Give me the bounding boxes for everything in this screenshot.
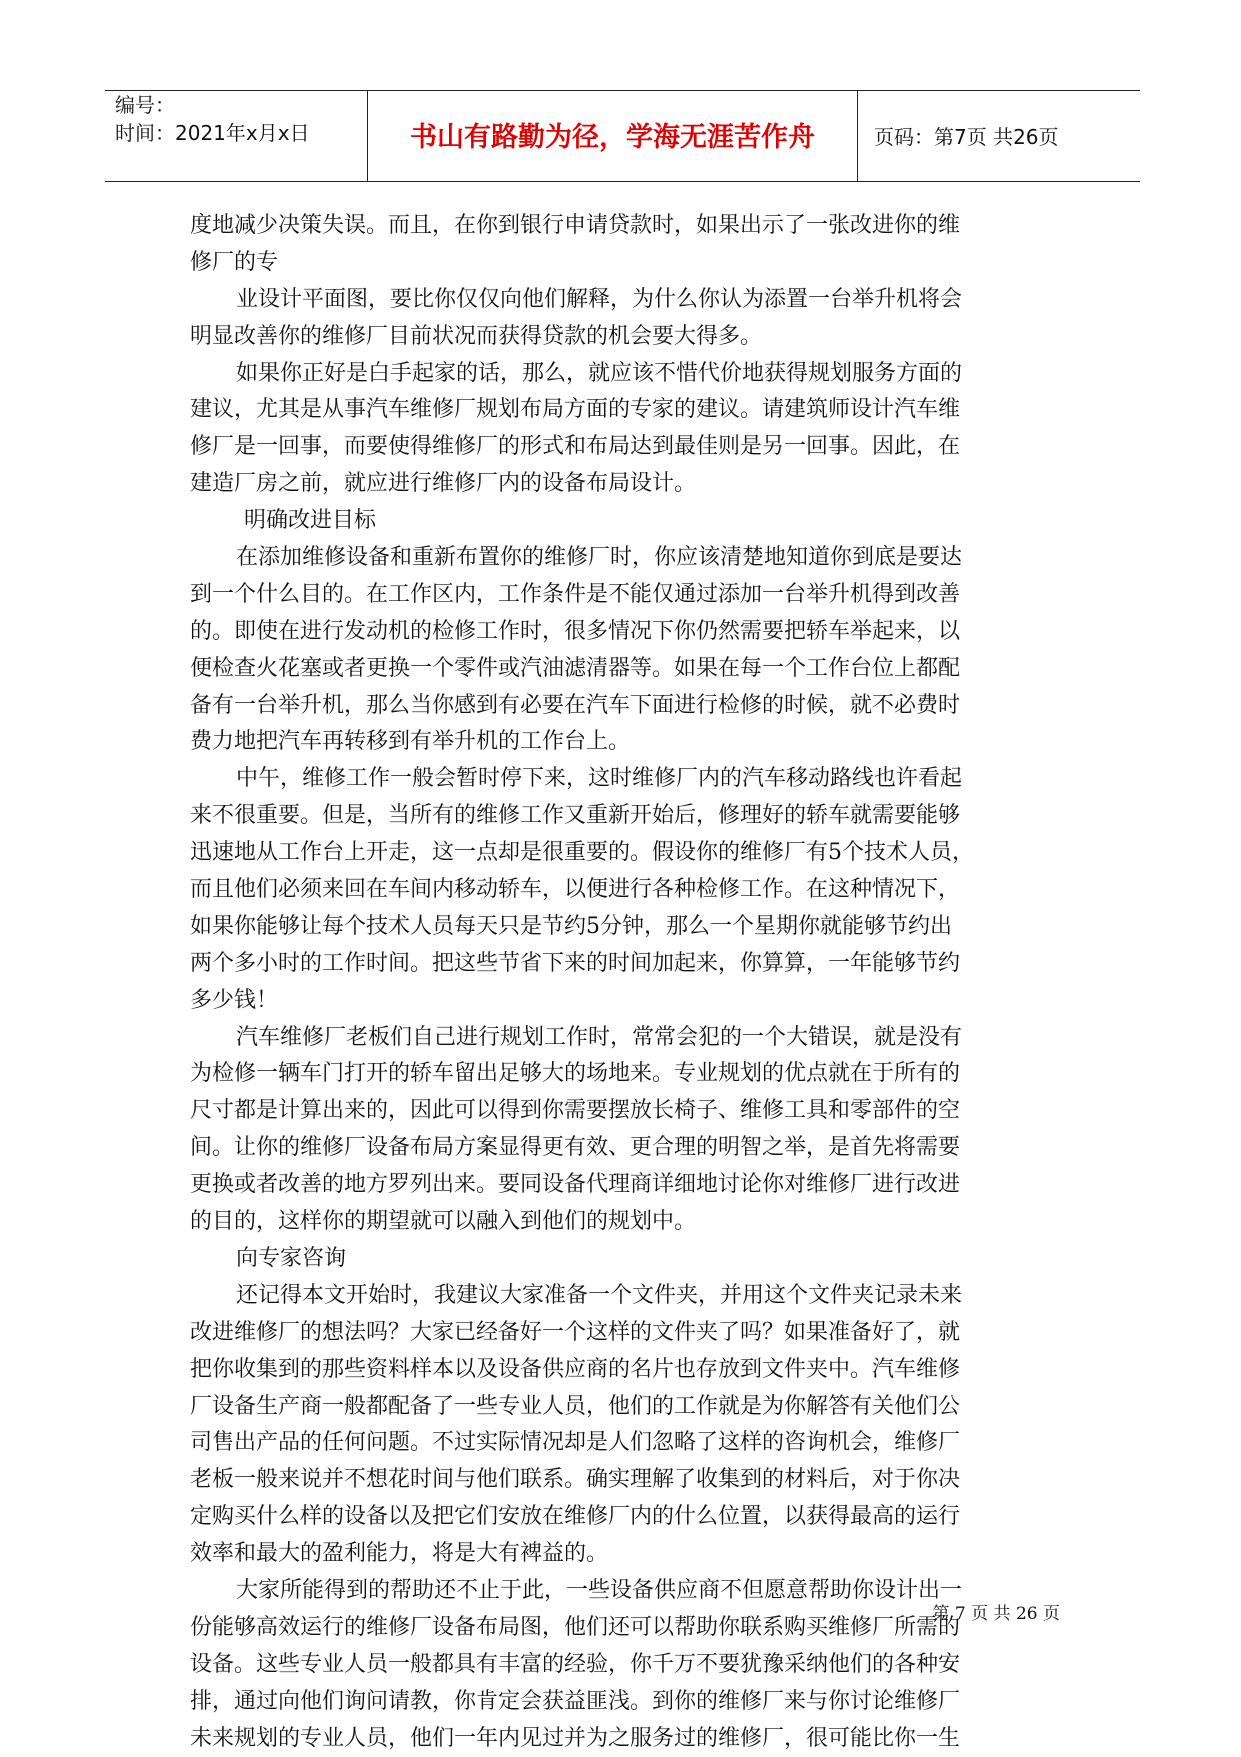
body-line: 度地减少决策失误。而且，在你到银行申请贷款时，如果出示了一张改进你的维 <box>190 213 961 238</box>
body-line: 还记得本文开始时，我建议大家准备一个文件夹，并用这个文件夹记录未来 <box>236 1282 963 1308</box>
body-line: 更换或者改善的地方罗列出来。要同设备代理商详细地讨论你对维修厂进行改进 <box>190 1172 961 1198</box>
body-line: 业设计平面图，要比你仅仅向他们解释，为什么你认为添置一台举升机将会 <box>236 286 963 312</box>
body-line: 未来规划的专业人员，他们一年内见过并为之服务过的维修厂，很可能比你一生 <box>190 1725 961 1751</box>
header-motto-cell <box>368 91 858 181</box>
document-number-label: 编号： <box>115 93 175 117</box>
body-line: 的。即使在进行发动机的检修工作时，很多情况下你仍然需要把轿车举起来，以 <box>190 618 961 644</box>
body-line: 修厂的专 <box>190 249 279 275</box>
document-header <box>105 90 1140 182</box>
body-line: 两个多小时的工作时间。把这些节省下来的时间加起来，你算算，一年能够节约 <box>190 950 961 976</box>
body-line: 定购买什么样的设备以及把它们安放在维修厂内的什么位置，以获得最高的运行 <box>190 1504 961 1530</box>
header-page-cell <box>858 91 1140 181</box>
body-line: 明确改进目标 <box>244 508 377 534</box>
body-line: 建议，尤其是从事汽车维修厂规划布局方面的专家的建议。请建筑师设计汽车维 <box>190 397 961 423</box>
header-motto: 书山有路勤为径，学海无涯苦作舟 <box>410 122 815 153</box>
body-line: 迅速地从工作台上开走，这一点却是很重要的。假设你的维修厂有5个技术人员， <box>190 840 974 866</box>
document-body <box>190 208 1060 1757</box>
body-line: 多少钱！ <box>190 987 279 1013</box>
body-line: 大家所能得到的帮助还不止于此，一些设备供应商不但愿意帮助你设计出一 <box>236 1577 963 1603</box>
body-line: 修厂是一回事，而要使得维修厂的形式和布局达到最佳则是另一回事。因此，在 <box>190 434 961 460</box>
body-line: 尺寸都是计算出来的，因此可以得到你需要摆放长椅子、维修工具和零部件的空 <box>190 1098 961 1124</box>
body-line: 备有一台举升机，那么当你感到有必要在汽车下面进行检修的时候，就不必费时 <box>190 692 961 718</box>
body-line: 把你收集到的那些资料样本以及设备供应商的名片也存放到文件夹中。汽车维修 <box>190 1356 961 1382</box>
body-line: 份能够高效运行的维修厂设备布局图，他们还可以帮助你联系购买维修厂所需的 <box>190 1614 961 1640</box>
body-line: 为检修一辆车门打开的轿车留出足够大的场地来。专业规划的优点就在于所有的 <box>190 1061 961 1087</box>
page-footer: 第 7 页 共 26 页 <box>932 1604 1060 1624</box>
body-line: 厂设备生产商一般都配备了一些专业人员，他们的工作就是为你解答有关他们公 <box>190 1393 961 1419</box>
header-left-cell <box>105 91 368 181</box>
body-line: 司售出产品的任何问题。不过实际情况却是人们忽略了这样的咨询机会，维修厂 <box>190 1430 961 1456</box>
body-line: 老板一般来说并不想花时间与他们联系。确实理解了收集到的材料后，对于你决 <box>190 1467 961 1493</box>
body-line: 在添加维修设备和重新布置你的维修厂时，你应该清楚地知道你到底是要达 <box>236 545 963 571</box>
document-date: 时间：2021年x月x日 <box>115 121 310 145</box>
body-line: 中午，维修工作一般会暂时停下来，这时维修厂内的汽车移动路线也许看起 <box>236 766 963 792</box>
body-line: 间。让你的维修厂设备布局方案显得更有效、更合理的明智之举，是首先将需要 <box>190 1135 961 1161</box>
body-line: 改进维修厂的想法吗？大家已经备好一个这样的文件夹了吗？如果准备好了，就 <box>190 1319 961 1345</box>
body-line: 到一个什么目的。在工作区内，工作条件是不能仅通过添加一台举升机得到改善 <box>190 581 961 607</box>
body-line: 设备。这些专业人员一般都具有丰富的经验，你千万不要犹豫采纳他们的各种安 <box>190 1651 961 1677</box>
body-line: 建造厂房之前，就应进行维修厂内的设备布局设计。 <box>190 471 697 497</box>
body-line: 明显改善你的维修厂目前状况而获得贷款的机会要大得多。 <box>190 323 763 349</box>
body-line: 汽车维修厂老板们自己进行规划工作时，常常会犯的一个大错误，就是没有 <box>236 1024 963 1050</box>
header-page-code: 页码：第7页 共26页 <box>874 125 1059 149</box>
body-line: 的目的，这样你的期望就可以融入到他们的规划中。 <box>190 1209 697 1235</box>
body-line: 便检查火花塞或者更换一个零件或汽油滤清器等。如果在每一个工作台位上都配 <box>190 655 961 681</box>
body-line: 如果你能够让每个技术人员每天只是节约5分钟，那么一个星期你就能够节约出 <box>190 913 952 939</box>
body-line: 来不很重要。但是，当所有的维修工作又重新开始后，修理好的轿车就需要能够 <box>190 803 961 829</box>
body-line: 向专家咨询 <box>236 1245 347 1271</box>
body-line: 如果你正好是白手起家的话，那么，就应该不惜代价地获得规划服务方面的 <box>236 360 963 386</box>
body-line: 排，通过向他们询问请教，你肯定会获益匪浅。到你的维修厂来与你讨论维修厂 <box>190 1688 961 1714</box>
body-line: 费力地把汽车再转移到有举升机的工作台上。 <box>190 729 631 755</box>
body-line: 效率和最大的盈利能力，将是大有裨益的。 <box>190 1541 609 1567</box>
body-line: 而且他们必须来回在车间内移动轿车，以便进行各种检修工作。在这种情况下， <box>190 877 961 903</box>
